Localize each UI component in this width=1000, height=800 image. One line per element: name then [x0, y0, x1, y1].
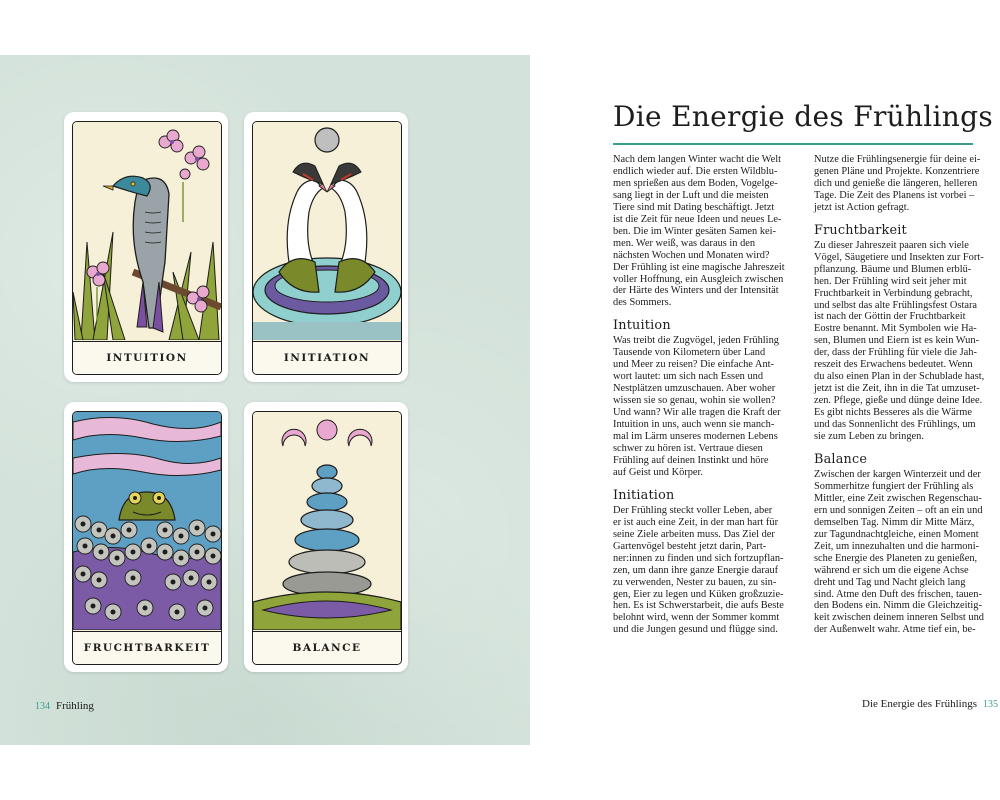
card-label: BALANCE: [253, 631, 401, 664]
card-frame: [252, 121, 402, 375]
card-label: INTUITION: [73, 341, 221, 374]
intro-continued-paragraph: Nutze die Frühlingsenergie für deine ei- genen Pläne und Projekte. Konzentriere dich und genieße die längeren, helleren Tage. Die Zeit des Planens ist vorbei – jetzt ist Action gefragt.: [814, 154, 981, 213]
paragraph-intuition: Was treibt die Zugvögel, jeden Frühling Tausende von Kilometern über Land und Meer zu reisen? Die einfache Ant- wort lautet: um sich nach Essen und Nestplätzen umzuschauen. Aber woher wissen sie so genau, wohin sie wollen? Und wann? Wir alle tragen die Kraft der Intuition in uns, auch wenn sie manch- mal im Lärm unseres modernen Lebens schwer zu hören ist. Vertraue diesen Frühling auf deinen Instinkt und höre auf Geist und Körper.: [613, 335, 781, 478]
left-page-footer: [35, 700, 94, 712]
paragraph-balance: Zwischen der kargen Winterzeit und der Sommerhitze fungiert der Frühling als Mittler, eine Zeit zwischen Regenschau- ern und sonnigen Zeiten – oft an ein und demselben Tag. Nimm dir Mitte März, zur Tagundnachtgleiche, einen Moment Zeit, um innezuhalten und die harmoni- sche Energie des Planeten zu genießen, während er sich um die eigene Achse dreht und Tag und Nacht gleich lang sind. Atme den Duft des frischen, tauen- den Bodens ein. Nimm die Gleichzeitig- keit zwischen deinem inneren Selbst und der Außenwelt wahr. Atme tief ein, be-: [814, 468, 984, 636]
card-frame: [72, 121, 222, 375]
right-page-footer: [613, 698, 1000, 710]
page-number: 135: [983, 699, 998, 710]
page-title: Die Energie des Frühlings: [613, 100, 994, 133]
card-label: INITIATION: [253, 341, 401, 374]
frog-spawn-illustration: [73, 412, 221, 630]
page-number: 134: [35, 701, 50, 712]
text-column-left: [613, 154, 799, 636]
text-column-right: [814, 154, 1000, 636]
card-frame: [72, 411, 222, 665]
card-frame: [252, 411, 402, 665]
running-head: Die Energie des Frühlings: [862, 698, 977, 710]
cuckoo-bird-illustration: [73, 122, 221, 340]
grebes-illustration: [253, 122, 401, 340]
left-page: [0, 55, 530, 745]
heading-fruchtbarkeit: Fruchtbarkeit: [814, 222, 907, 238]
card-balance: [244, 402, 408, 672]
card-intuition: [64, 112, 228, 382]
running-head: Frühling: [56, 700, 94, 712]
intro-paragraph: Nach dem langen Winter wacht die Welt endlich wieder auf. Die ersten Wildblu- men sprießen aus dem Boden, Vogelge- sang liegt in der Luft und die meisten Tiere sind mit Dating beschäftigt. Jetzt ist die Zeit für neue Ideen und neues Le- ben. Die im Winter gesäten Samen kei- men. Wer weiß, was daraus in den nächsten Wochen und Monaten wird? Der Frühling ist eine magische Jahreszeit voller Hoffnung, ein Ausgleich zwischen der Härte des Winters und der Intensität des Sommers.: [613, 154, 785, 309]
heading-balance: Balance: [814, 451, 868, 467]
title-underline: [613, 143, 973, 145]
card-label: FRUCHTBARKEIT: [73, 631, 221, 664]
paragraph-fruchtbarkeit: Zu dieser Jahreszeit paaren sich viele Vögel, Säugetiere und Insekten zur Fort- pflanzung. Bäume und Blumen erblü- hen. Der Frühling wird seit jeher mit Fruchtbarkeit in Verbindung gebracht, und selbst das alte Frühlingsfest Ostara ist nach der Göttin der Fruchtbarkeit Eostre benannt. Mit Symbolen wie Ha- sen, Blumen und Eiern ist es kein Wun- der, dass der Frühling für viele die Jah- reszeit des Erwachens bedeutet. Wenn du also einen Plan in der Schublade hast, jetzt ist die Zeit, ihn in die Tat umzuset- zen. Pflege, gieße und dünge deine Idee. Es gibt nichts Besseres als die Wärme und das Sonnenlicht des Frühlings, um sie zum Leben zu bringen.: [814, 239, 985, 443]
stacked-stones-illustration: [253, 412, 401, 630]
card-initiation: [244, 112, 408, 382]
paragraph-initiation: Der Frühling steckt voller Leben, aber er ist auch eine Zeit, in der man hart für seine Ziele arbeiten muss. Das Ziel der Gartenvögel besteht jetzt darin, Part- ner:innen zu finden und sich fortzupflan- zen, um dann ihre ganze Energie darauf zu verwenden, Nester zu bauen, zu sin- gen, Eier zu legen und Küken großzuzie- hen. Es ist Schwerstarbeit, die aufs Beste belohnt wird, wenn der Sommer kommt und die Jungen gesund und flügge sind.: [613, 504, 784, 636]
card-fruchtbarkeit: [64, 402, 228, 672]
heading-initiation: Initiation: [613, 487, 675, 503]
heading-intuition: Intuition: [613, 318, 671, 334]
